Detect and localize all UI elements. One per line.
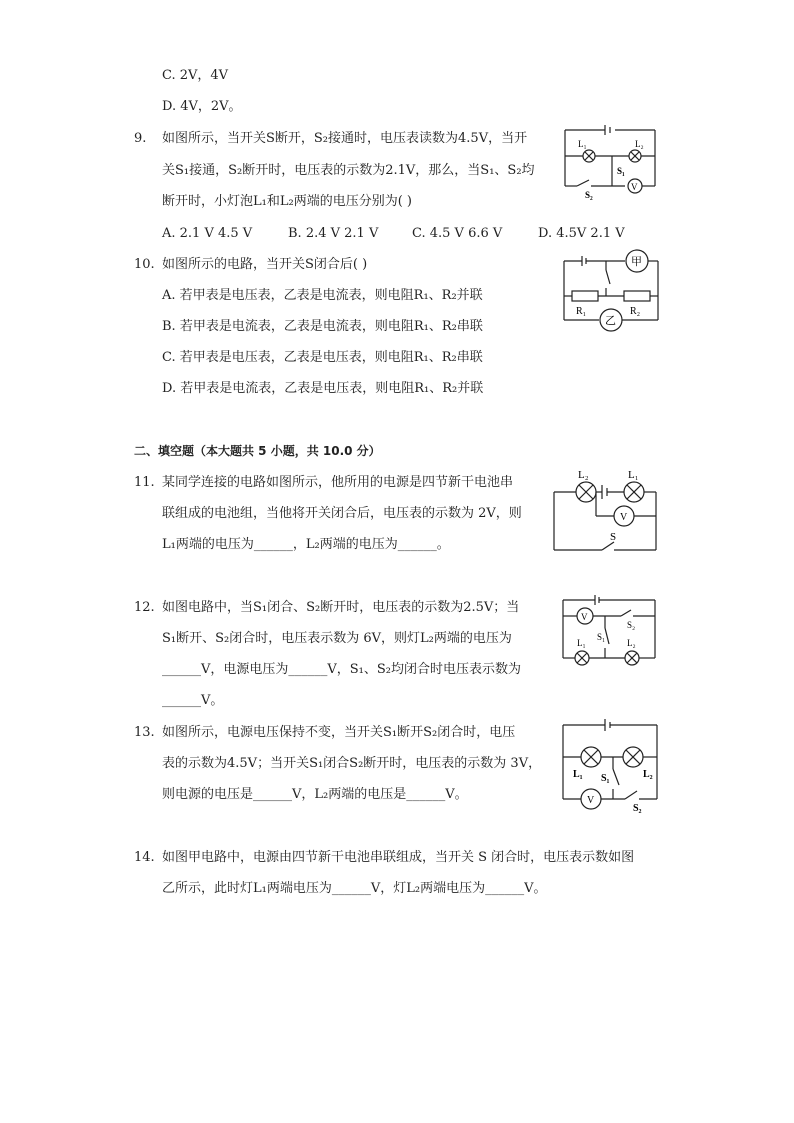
q9-label-s1: S₁ (617, 166, 625, 176)
q11-line-1: 某同学连接的电路如图所示，他所用的电源是四节新干电池串 (162, 475, 514, 490)
q12-line-2: S₁断开、S₂闭合时，电压表示数为 6V，则灯L₂两端的电压为 (162, 631, 512, 646)
q10-circuit-diagram (562, 250, 662, 330)
q13-label-l2: L₂ (643, 769, 653, 780)
q10-option-d: D. 若甲表是电流表，乙表是电压表，则电阻R₁、R₂并联 (162, 381, 484, 396)
q9-label-v: V (631, 182, 638, 192)
q12-line-3: ______V，电源电压为______V，S₁、S₂均闭合时电压表示数为 (162, 662, 522, 677)
q13-label-l1: L₁ (573, 769, 583, 780)
q12-label-v: V (581, 612, 588, 622)
q12-label-l2: L₂ (627, 638, 636, 648)
q14-number: 14. (134, 850, 155, 865)
q10-option-a: A. 若甲表是电压表，乙表是电流表，则电阻R₁、R₂并联 (162, 288, 483, 303)
q13-number: 13. (134, 725, 155, 740)
q11-line-2: 联组成的电池组，当他将开关闭合后，电压表的示数为 2V，则 (162, 506, 522, 521)
q9-number: 9. (134, 131, 147, 146)
q9-line-2: 关S₁接通，S₂断开时，电压表的示数为2.1V，那么，当S₁、S₂均 (162, 163, 535, 178)
q11-line-3: L₁两端的电压为______，L₂两端的电压为______。 (162, 537, 450, 552)
q14-line-2: 乙所示，此时灯L₁两端电压为______V，灯L₂两端电压为______V。 (162, 881, 547, 896)
q10-label-r1: R₁ (576, 306, 587, 317)
q10-number: 10. (134, 257, 155, 272)
q13-line-3: 则电源的电压是______V，L₂两端的电压是______V。 (162, 787, 468, 802)
q10-label-yi: 乙 (605, 315, 616, 327)
q13-line-2: 表的示数为4.5V；当开关S₁闭合S₂断开时，电压表的示数为 3V， (162, 756, 542, 771)
q11-label-s: S (610, 531, 617, 543)
q9-circuit-diagram (565, 126, 657, 198)
q10-label-r2: R₂ (630, 306, 641, 317)
section-title: 二、填空题（本大题共 5 小题，共 10.0 分） (134, 444, 381, 458)
q9-option-d: D. 4.5V 2.1 V (538, 226, 625, 241)
q13-label-s2: S₂ (633, 803, 642, 814)
q9-line-3: 断开时，小灯泡L₁和L₂两端的电压分别为( ) (162, 194, 412, 209)
q13-label-s1: S₁ (601, 773, 610, 784)
q11-label-l1: L₁ (628, 469, 639, 481)
q12-label-s1: S₁ (597, 632, 606, 642)
q8-option-d: D. 4V，2V。 (162, 99, 242, 114)
q10-label-jia: 甲 (631, 256, 642, 268)
q9-line-1: 如图所示，当开关S断开，S₂接通时，电压表读数为4.5V，当开 (162, 131, 528, 146)
q9-option-c: C. 4.5 V 6.6 V (412, 226, 503, 241)
q12-line-4: ______V。 (162, 693, 224, 708)
q12-line-1: 如图电路中，当S₁闭合、S₂断开时，电压表的示数为2.5V；当 (162, 600, 520, 615)
q8-option-c: C. 2V，4V (162, 68, 229, 83)
q10-option-c: C. 若甲表是电压表，乙表是电压表，则电阻R₁、R₂串联 (162, 350, 483, 365)
q12-number: 12. (134, 600, 155, 615)
q10-stem: 如图所示的电路，当开关S闭合后( ) (162, 257, 368, 272)
q12-label-s2: S₂ (627, 620, 636, 630)
q11-number: 11. (134, 475, 155, 490)
q9-label-s2: S₂ (585, 190, 593, 200)
q11-circuit-diagram (552, 466, 658, 552)
q11-label-v: V (620, 512, 628, 523)
q9-label-l2: L₂ (635, 139, 644, 149)
q10-option-b: B. 若甲表是电流表，乙表是电流表，则电阻R₁、R₂串联 (162, 319, 483, 334)
q9-label-l1: L₁ (578, 139, 587, 149)
q14-line-1: 如图甲电路中，电源由四节新干电池串联组成，当开关 S 闭合时，电压表示数如图 (162, 850, 635, 865)
q13-circuit-diagram (561, 717, 661, 814)
q9-option-b: B. 2.4 V 2.1 V (288, 226, 379, 241)
q9-option-a: A. 2.1 V 4.5 V (162, 226, 253, 241)
q13-line-1: 如图所示，电源电压保持不变，当开关S₁断开S₂闭合时，电压 (162, 725, 516, 740)
q11-label-l2: L₂ (578, 469, 589, 481)
q12-label-l1: L₁ (577, 638, 586, 648)
q13-label-v: V (587, 795, 595, 806)
q12-circuit-diagram (561, 594, 657, 666)
